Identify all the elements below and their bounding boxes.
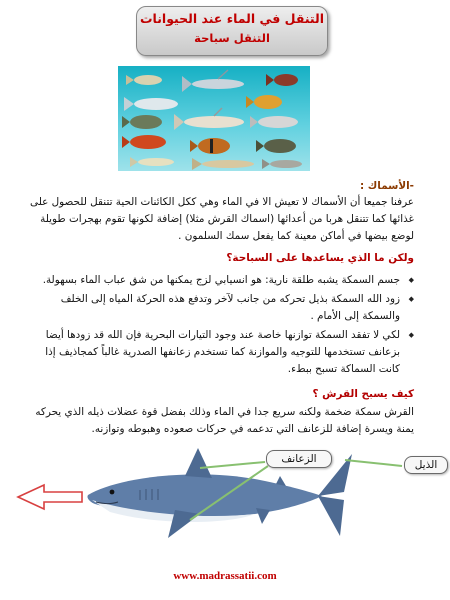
page-title: التنقل في الماء عند الحيوانات <box>139 11 325 26</box>
bullet-item: ◆ زود الله السمكة بذيل تحركه من جانب لآخر وتدفع هذه الحركة المياه إلى الخلف والسمكة إلى الأمام . <box>34 291 414 325</box>
fish-drawing <box>118 66 310 171</box>
shark-question: كيف يسبح القرش ؟ <box>312 388 414 400</box>
fish-illustration <box>118 66 310 171</box>
fish-heading: -الأسماك : <box>360 180 414 192</box>
page-title-box <box>136 6 328 56</box>
bullet-item: ◆ لكي لا تفقد السمكة توازنها خاصة عند وجود التيارات البحرية فإن الله قد زودها أيضا بزعانف تستخدمها للتوجيه والموازنة كما تستخدم زعانفها الصدرية غالباً كمجاذيف إذا كانت السماكة تسبح ببطء. <box>34 327 414 378</box>
tail-label: الذيل <box>404 456 448 474</box>
bullet-item: ◆ جسم السمكة يشبه طلقة نارية: هو انسيابي لزج يمكنها من شق عباب الماء بسهولة. <box>34 272 414 289</box>
swim-bullet-list <box>34 272 414 380</box>
shark-diagram <box>0 440 450 570</box>
fish-paragraph: عرفنا جميعا أن الأسماك لا تعيش الا في الماء وهي ككل الكائنات الحية تتنقل للحصول على غذائها كما تتنقل هربا من أعدائها (اسماك القرش مثلا) إضافة لكونها تقوم بهجرات طويلة لوضع بيضها في أماكن معينة كما يفعل سمك السلمون . <box>30 196 414 242</box>
direction-arrow-icon <box>18 485 82 509</box>
fish-icon <box>122 70 302 170</box>
page-subtitle: التنقل سباحة <box>194 31 270 45</box>
fins-label: الزعانف <box>266 450 332 468</box>
swim-question: ولكن ما الذي يساعدها على السباحة؟ <box>226 252 414 264</box>
shark-drawing <box>0 440 450 570</box>
shark-paragraph: القرش سمكة ضخمة ولكنه سريع جدا في الماء وذلك بفضل قوة عضلات ذيله الذي يحركه يمنة ويسرة إضافة للزعانف التي تدعمه في حركات صعوده وهبوطه وتوازنه. <box>35 406 414 435</box>
footer-url: www.madrassatii.com <box>173 570 277 582</box>
